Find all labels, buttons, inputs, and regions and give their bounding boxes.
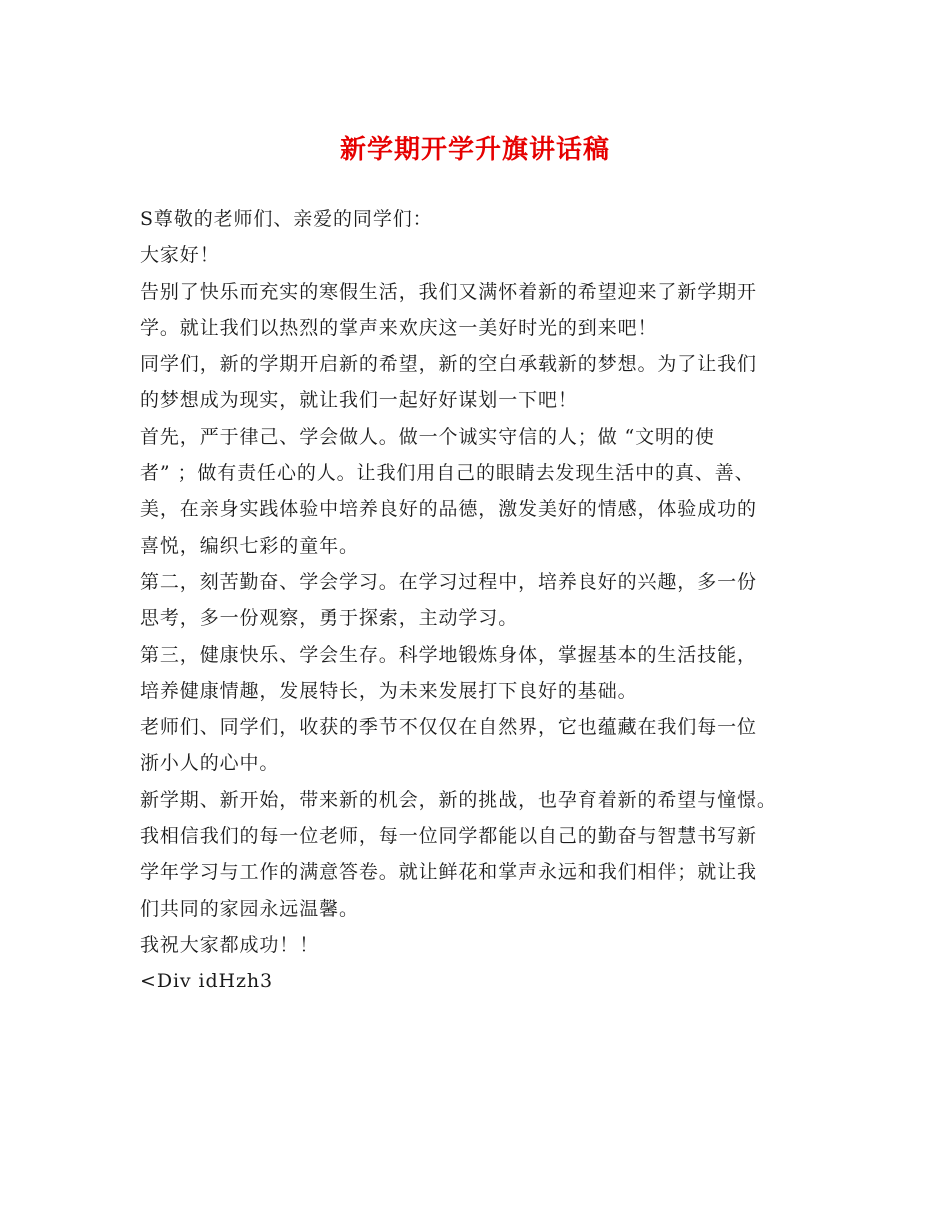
text-line: 我祝大家都成功！！ [140, 933, 320, 956]
text-line: 大家好！ [140, 244, 220, 267]
text-line: 告别了快乐而充实的寒假生活，我们又满怀着新的希望迎来了新学期开 [140, 280, 757, 303]
text-line: 喜悦，编织七彩的童年。 [140, 534, 359, 557]
text-line: 学。就让我们以热烈的掌声来欢庆这一美好时光的到来吧！ [140, 316, 658, 339]
text-line: 第三，健康快乐、学会生存。科学地锻炼身体，掌握基本的生活技能， [140, 643, 757, 666]
text-line: <Div idHzh3 [140, 970, 274, 993]
text-line: S尊敬的老师们、亲爱的同学们： [140, 208, 433, 230]
text-line: 浙小人的心中。 [140, 752, 280, 775]
text-line: 同学们，新的学期开启新的希望，新的空白承载新的梦想。为了让我们 [140, 353, 757, 376]
text-line: 培养健康情趣，发展特长，为未来发展打下良好的基础。 [140, 679, 638, 702]
text-line: 思考，多一份观察，勇于探索，主动学习。 [140, 607, 519, 630]
document-body [140, 201, 830, 1000]
text-line: 美，在亲身实践体验中培养良好的品德，激发美好的情感，体验成功的 [140, 498, 757, 521]
text-line: 学年学习与工作的满意答卷。就让鲜花和掌声永远和我们相伴；就让我 [140, 861, 757, 884]
text-line: 者” ；做有责任心的人。让我们用自己的眼睛去发现生活中的真、善、 [140, 462, 755, 485]
text-line: 们共同的家园永远温馨。 [140, 897, 359, 920]
text-line: 首先，严于律己、学会做人。做一个诚实守信的人；做 “文明的使 [140, 425, 715, 448]
text-line: 的梦想成为现实，就让我们一起好好谋划一下吧！ [140, 389, 578, 412]
document-title: 新学期开学升旗讲话稿 [339, 135, 610, 165]
text-line: 我相信我们的每一位老师，每一位同学都能以自己的勤奋与智慧书写新 [140, 825, 757, 848]
text-line: 老师们、同学们，收获的季节不仅仅在自然界，它也蕴藏在我们每一位 [140, 716, 757, 739]
text-line: 新学期、新开始，带来新的机会，新的挑战，也孕育着新的希望与憧憬。 [140, 788, 777, 811]
text-line: 第二，刻苦勤奋、学会学习。在学习过程中，培养良好的兴趣，多一份 [140, 570, 757, 593]
